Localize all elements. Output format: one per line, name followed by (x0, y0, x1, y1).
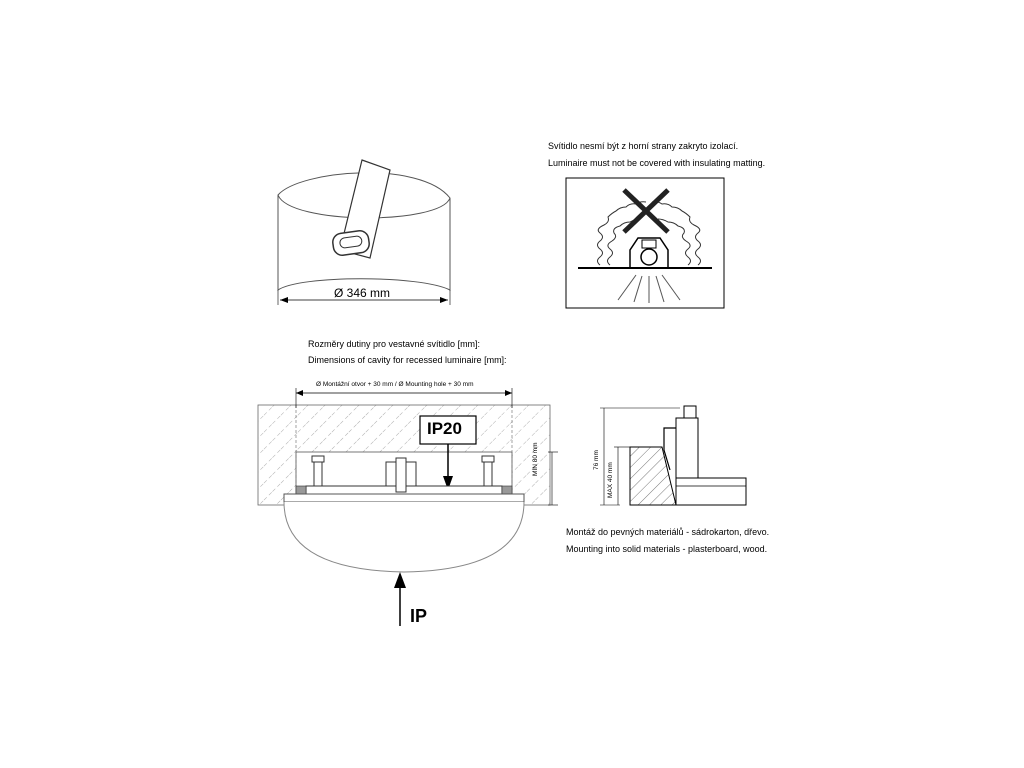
cavity-note-cz: Rozměry dutiny pro vestavné svítidlo [mm]: (308, 339, 481, 349)
height-dimension-label: 76 mm (593, 450, 600, 470)
diameter-label: Ø 346 mm (334, 286, 391, 300)
min-depth-label: MIN 80 mm (532, 442, 539, 476)
ip-label: IP (410, 606, 428, 626)
insulation-warning-figure (566, 178, 724, 308)
insulation-note-cz: Svítidlo nesmí být z horní strany zakryto izolací. (548, 141, 739, 151)
cavity-note-en: Dimensions of cavity for recessed luminaire [mm]: (308, 355, 507, 365)
side-mounting-detail (600, 406, 746, 505)
luminaire-diameter-drawing (278, 160, 450, 305)
insulation-note-en: Luminaire must not be covered with insulating matting. (548, 158, 766, 168)
mounting-hole-label: Ø Montážní otvor + 30 mm / Ø Mounting hole + 30 mm (316, 381, 474, 388)
ip20-label: IP20 (427, 419, 462, 438)
cavity-section-drawing (258, 388, 558, 626)
mounting-note-cz: Montáž do pevných materiálů - sádrokarton, dřevo. (566, 527, 770, 537)
max-depth-label: MAX 40 mm (607, 462, 614, 498)
mounting-note-en: Mounting into solid materials - plasterboard, wood. (566, 544, 768, 554)
